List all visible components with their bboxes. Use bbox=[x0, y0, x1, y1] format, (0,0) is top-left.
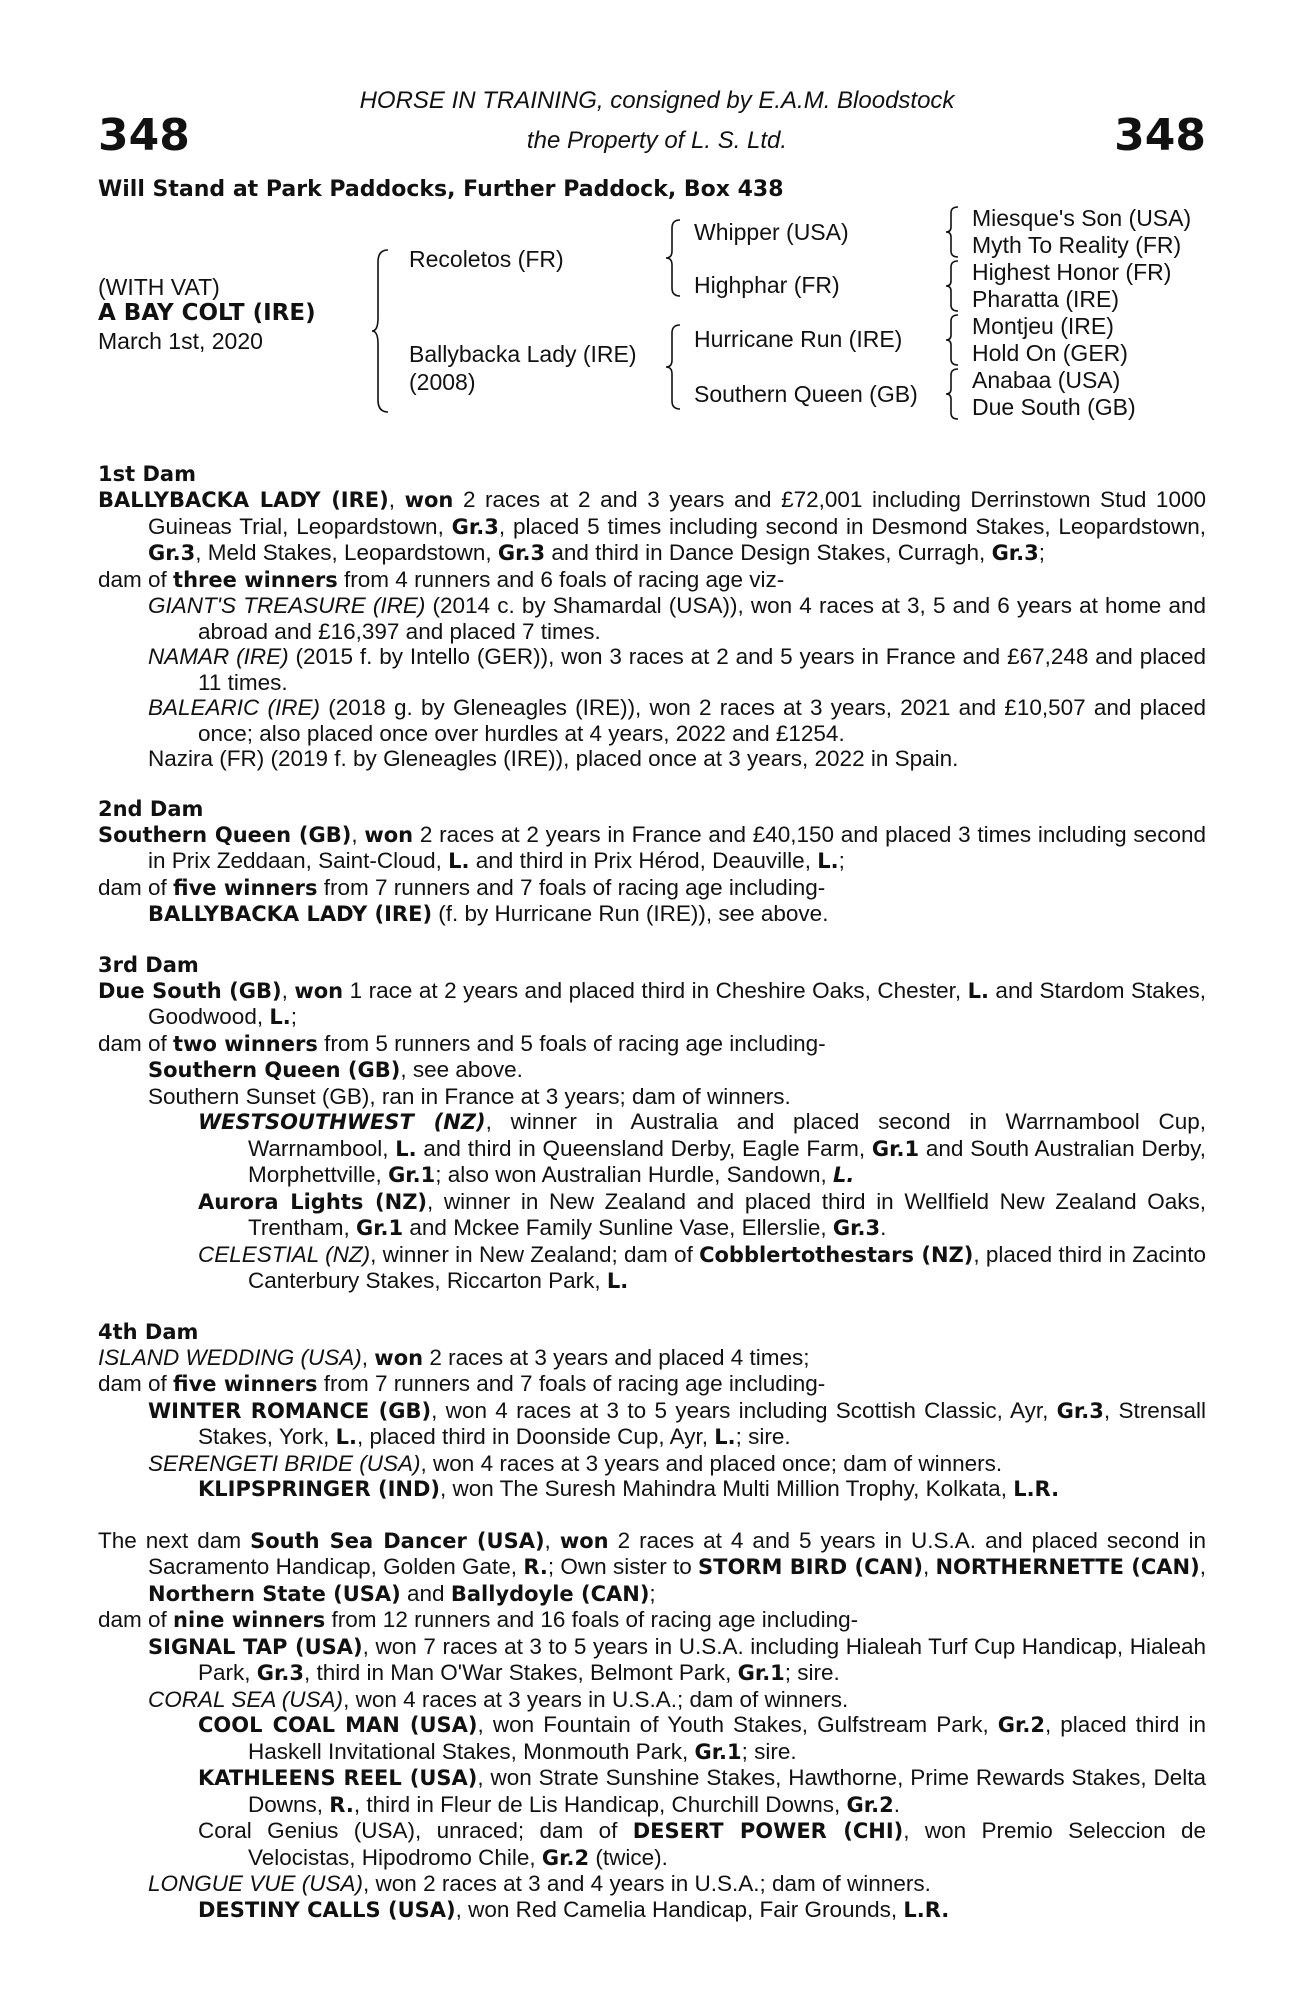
produce-name: BALLYBACKA LADY (IRE) bbox=[148, 902, 433, 926]
ggp-brace-1 bbox=[944, 205, 964, 259]
produce-name: SERENGETI BRIDE (USA) bbox=[148, 1450, 421, 1476]
produce-name: CELESTIAL (NZ) bbox=[198, 1241, 371, 1267]
winners-count: two winners bbox=[173, 1031, 318, 1056]
dam-record: Southern Queen (GB), won 2 races at 2 years in France and £40,150 and placed 3 times including second in Prix Zeddaan, Saint-Cloud, L. and third in Prix Hérod, Deauville, L.; bbox=[98, 821, 1206, 873]
ggp-5: Montjeu (IRE) bbox=[972, 313, 1114, 339]
grade-label: Gr.3 bbox=[991, 541, 1039, 565]
produce-name: WINTER ROMANCE (GB) bbox=[148, 1398, 432, 1423]
produce-name: NAMAR (IRE) bbox=[148, 644, 289, 669]
section-heading: 4th Dam bbox=[98, 1319, 199, 1344]
subject-brace bbox=[370, 248, 400, 414]
ggp-2: Myth To Reality (FR) bbox=[972, 232, 1182, 258]
sibling-name: Ballydoyle (CAN) bbox=[450, 1581, 650, 1606]
section-1st-dam bbox=[98, 462, 1206, 772]
produce-name: BALEARIC (IRE) bbox=[148, 695, 321, 720]
ggp-brace-4 bbox=[944, 367, 964, 421]
grade-label: L. bbox=[967, 978, 989, 1003]
grade-label: Gr.1 bbox=[355, 1216, 404, 1240]
ggp-1: Miesque's Son (USA) bbox=[972, 205, 1192, 231]
dam-name: ISLAND WEDDING (USA) bbox=[98, 1344, 362, 1370]
produce-entry: BALEARIC (IRE) (2018 g. by Gleneagles (IRE)), won 2 races at 3 years, 2021 and £10,507 and placed once; also placed once over hurdles at 4 years, 2022 and £1254. bbox=[148, 695, 1206, 746]
produce-entry: WINTER ROMANCE (GB), won 4 races at 3 to 5 years including Scottish Classic, Ayr, Gr.3, Strensall Stakes, York, L., placed third in Doonside Cup, Ayr, L.; sire. bbox=[148, 1397, 1206, 1449]
grade-label: L.R. bbox=[903, 1897, 950, 1922]
produce-name: Aurora Lights (NZ) bbox=[198, 1189, 428, 1214]
record-text: , placed 5 times including second in Desmond Stakes, Leopardstown, bbox=[498, 513, 1206, 539]
dam-name: BALLYBACKA LADY (IRE) bbox=[98, 488, 389, 512]
dam-brace bbox=[664, 323, 688, 411]
lot-number-right: 348 bbox=[1114, 110, 1206, 161]
produce-entry: NAMAR (IRE) (2015 f. by Intello (GER)), won 3 races at 2 and 5 years in France and £67,248 and placed 11 times. bbox=[148, 644, 1206, 695]
catalogue-body bbox=[98, 462, 1206, 1923]
grade-label: Gr.3 bbox=[497, 541, 546, 565]
ggp-4: Pharatta (IRE) bbox=[972, 286, 1119, 312]
section-2nd-dam bbox=[98, 797, 1206, 928]
produce-name: WESTSOUTHWEST (NZ) bbox=[198, 1110, 486, 1134]
subject-foaled: March 1st, 2020 bbox=[98, 328, 263, 354]
record-text: , Meld Stakes, Leopardstown, bbox=[195, 540, 498, 565]
dam-year: (2008) bbox=[409, 369, 476, 395]
section-next-dam bbox=[98, 1528, 1206, 1924]
dam-dam: Southern Queen (GB) bbox=[694, 381, 918, 407]
grade-label: Gr.1 bbox=[737, 1661, 785, 1685]
produce-name: Cobblertothestars (NZ) bbox=[699, 1242, 974, 1267]
produce-entry: Nazira (FR) (2019 f. by Gleneagles (IRE)), placed once at 3 years, 2022 in Spain. bbox=[148, 746, 959, 771]
won-label: won bbox=[364, 822, 414, 847]
ggp-8: Due South (GB) bbox=[972, 394, 1136, 420]
grade-label: L. bbox=[714, 1425, 736, 1449]
section-heading: 3rd Dam bbox=[98, 952, 199, 977]
grade-label: R. bbox=[523, 1555, 548, 1579]
produce-name: SIGNAL TAP (USA) bbox=[148, 1634, 363, 1659]
produce-entry: CORAL SEA (USA), won 4 races at 3 years in U.S.A.; dam of winners. bbox=[148, 1686, 849, 1712]
winners-count: five winners bbox=[173, 875, 318, 900]
grade-label: L. bbox=[817, 849, 839, 873]
winners-count: five winners bbox=[173, 1372, 318, 1396]
grade-label: L.R. bbox=[1013, 1477, 1060, 1501]
produce-name: COOL COAL MAN (USA) bbox=[198, 1713, 478, 1737]
grade-label: L. bbox=[448, 849, 470, 873]
grade-label: Gr.3 bbox=[451, 514, 499, 539]
sire-brace bbox=[664, 218, 688, 298]
dam: Ballybacka Lady (IRE) bbox=[409, 341, 637, 367]
produce-entry: BALLYBACKA LADY (IRE) (f. by Hurricane Run (IRE)), see above. bbox=[148, 901, 829, 926]
dam-of-line: dam of five winners from 7 runners and 7 foals of racing age including- bbox=[98, 874, 826, 900]
dam-record: Due South (GB), won 1 race at 2 years and placed third in Cheshire Oaks, Chester, L. and Stardom Stakes, Goodwood, L.; bbox=[98, 977, 1206, 1029]
winners-count: three winners bbox=[173, 567, 338, 592]
produce-entry: SIGNAL TAP (USA), won 7 races at 3 to 5 years in U.S.A. including Hialeah Turf Cup Handicap, Hialeah Park, Gr.3, third in Man O'War Stakes, Belmont Park, Gr.1; sire. bbox=[148, 1633, 1207, 1685]
dam-of-line: dam of three winners from 4 runners and 6 foals of racing age viz- bbox=[98, 566, 785, 592]
grade-label: Gr.2 bbox=[541, 1845, 590, 1870]
produce-entry: LONGUE VUE (USA), won 2 races at 3 and 4 years in U.S.A.; dam of winners. bbox=[148, 1871, 931, 1896]
grand-produce-entry: WESTSOUTHWEST (NZ), winner in Australia and placed second in Warrnambool Cup, Warrnambool, L. and third in Queensland Derby, Eagle Farm, Gr.1 and South Australian Derby, Morphettville, Gr.1; also won Australian Hurdle, Sandown, L. bbox=[198, 1109, 1207, 1187]
grand-produce-entry: COOL COAL MAN (USA), won Fountain of Youth Stakes, Gulfstream Park, Gr.2, placed third in Haskell Invitational Stakes, Monmouth Park, Gr.1; sire. bbox=[198, 1712, 1206, 1764]
produce-name: LONGUE VUE (USA) bbox=[148, 1871, 364, 1896]
dam-name: Southern Queen (GB) bbox=[98, 822, 352, 847]
consignor-line: HORSE IN TRAINING, consigned by E.A.M. Bloodstock bbox=[359, 87, 955, 114]
winners-count: nine winners bbox=[173, 1608, 326, 1632]
property-line: the Property of L. S. Ltd. bbox=[526, 127, 788, 154]
won-label: won bbox=[374, 1345, 424, 1370]
produce-name: Southern Queen (GB) bbox=[148, 1058, 401, 1082]
grade-label: Gr.3 bbox=[832, 1216, 881, 1240]
produce-name: DESERT POWER (CHI) bbox=[632, 1819, 904, 1843]
grade-label: L. bbox=[606, 1269, 629, 1293]
section-3rd-dam bbox=[98, 953, 1206, 1295]
ggp-3: Highest Honor (FR) bbox=[972, 259, 1172, 285]
grade-label: Gr.1 bbox=[694, 1739, 742, 1764]
produce-entry: GIANT'S TREASURE (IRE) (2014 c. by Shamardal (USA)), won 4 races at 3, 5 and 6 years at home and abroad and £16,397 and placed 7 times. bbox=[148, 593, 1206, 644]
dam-record: BALLYBACKA LADY (IRE), won 2 races at 2 and 3 years and £72,001 including Derrinstown Stud 1000 Guineas Trial, Leopardstown, Gr.3, placed 5 times including second in Desmond Stakes, Leopardstown, Gr.3, Meld Stakes, Leopardstown, Gr.3 and third in Dance Design Stakes, Curragh, Gr.3; bbox=[98, 487, 1206, 565]
section-4th-dam bbox=[98, 1320, 1206, 1503]
produce-entry: Southern Queen (GB), see above. bbox=[148, 1057, 523, 1082]
dam-of-line: dam of five winners from 7 runners and 7 foals of racing age including- bbox=[98, 1371, 826, 1396]
record-text: 2 races at 2 and 3 years and £72,001 including Derrinstown Stud 1000 Guineas Trial, Leopardstown, bbox=[148, 487, 1206, 539]
section-heading: 1st Dam bbox=[98, 462, 196, 486]
sibling-name: STORM BIRD (CAN) bbox=[698, 1555, 923, 1579]
grand-produce-entry: Aurora Lights (NZ), winner in New Zealand and placed third in Wellfield New Zealand Oaks, Trentham, Gr.1 and Mckee Family Sunline Vase, Ellerslie, Gr.3. bbox=[198, 1188, 1206, 1240]
sire-dam: Highphar (FR) bbox=[694, 272, 840, 298]
produce-name: DESTINY CALLS (USA) bbox=[198, 1897, 456, 1922]
ggp-6: Hold On (GER) bbox=[972, 340, 1128, 366]
grand-produce-entry: CELESTIAL (NZ), winner in New Zealand; dam of Cobblertothestars (NZ), placed third in Zacinto Canterbury Stakes, Riccarton Park, L. bbox=[198, 1241, 1206, 1293]
grand-produce-entry: KLIPSPRINGER (IND), won The Suresh Mahindra Multi Million Trophy, Kolkata, L.R. bbox=[198, 1476, 1060, 1501]
produce-name: GIANT'S TREASURE (IRE) bbox=[148, 593, 426, 618]
sibling-name: NORTHERNETTE (CAN) bbox=[935, 1555, 1200, 1579]
grade-label: Gr.2 bbox=[846, 1792, 894, 1817]
dam-of-line: dam of two winners from 5 runners and 5 foals of racing age including- bbox=[98, 1030, 826, 1056]
grand-produce-entry: KATHLEENS REEL (USA), won Strate Sunshine Stakes, Hawthorne, Prime Rewards Stakes, Delta Downs, R., third in Fleur de Lis Handicap, Churchill Downs, Gr.2. bbox=[198, 1765, 1206, 1817]
ggp-7: Anabaa (USA) bbox=[972, 367, 1121, 393]
stand-line: Will Stand at Park Paddocks, Further Paddock, Box 438 bbox=[98, 177, 784, 202]
sibling-name: Northern State (USA) bbox=[148, 1581, 401, 1606]
ggp-brace-3 bbox=[944, 313, 964, 367]
produce-entry: SERENGETI BRIDE (USA), won 4 races at 3 years and placed once; dam of winners. bbox=[148, 1450, 1003, 1476]
lot-number-left: 348 bbox=[98, 110, 190, 161]
grade-label: Gr.3 bbox=[148, 541, 196, 565]
ggp-brace-2 bbox=[944, 259, 964, 313]
vat-note: (WITH VAT) bbox=[98, 274, 220, 300]
subject-name: A BAY COLT (IRE) bbox=[98, 300, 316, 326]
dam-name: South Sea Dancer (USA) bbox=[250, 1528, 545, 1553]
grade-label: L. bbox=[833, 1163, 855, 1187]
dam-sire: Hurricane Run (IRE) bbox=[694, 326, 903, 352]
grade-label: Gr.2 bbox=[997, 1713, 1045, 1737]
dam-of-line: dam of nine winners from 12 runners and 16 foals of racing age including- bbox=[98, 1607, 859, 1632]
won-label: won bbox=[404, 488, 454, 512]
dam-name: Due South (GB) bbox=[98, 978, 282, 1003]
dam-record: The next dam South Sea Dancer (USA), won 2 races at 4 and 5 years in U.S.A. and placed second in Sacramento Handicap, Golden Gate, R.; Own sister to STORM BIRD (CAN), NORTHERNETTE (CAN), Northern State (USA) and Ballydoyle (CAN); bbox=[98, 1527, 1206, 1606]
produce-entry: Southern Sunset (GB), ran in France at 3 years; dam of winners. bbox=[148, 1083, 791, 1109]
grade-label: L. bbox=[395, 1136, 417, 1161]
record-text: ; bbox=[1038, 540, 1046, 565]
sire: Recoletos (FR) bbox=[409, 246, 564, 272]
sire-sire: Whipper (USA) bbox=[694, 219, 849, 245]
section-heading: 2nd Dam bbox=[98, 796, 204, 821]
grade-label: Gr.1 bbox=[388, 1163, 436, 1187]
won-label: won bbox=[559, 1528, 609, 1553]
grand-produce-entry: DESTINY CALLS (USA), won Red Camelia Handicap, Fair Grounds, L.R. bbox=[198, 1896, 950, 1922]
grand-produce-entry: Coral Genius (USA), unraced; dam of DESERT POWER (CHI), won Premio Seleccion de Velocistas, Hipodromo Chile, Gr.2 (twice). bbox=[198, 1818, 1207, 1870]
grade-label: Gr.3 bbox=[256, 1661, 304, 1685]
grade-label: Gr.3 bbox=[1056, 1398, 1104, 1423]
produce-name: KLIPSPRINGER (IND) bbox=[198, 1477, 441, 1501]
record-text: and third in Dance Design Stakes, Curragh, bbox=[545, 540, 992, 565]
dam-record: ISLAND WEDDING (USA), won 2 races at 3 years and placed 4 times; bbox=[98, 1344, 810, 1370]
produce-name: KATHLEENS REEL (USA) bbox=[198, 1766, 478, 1790]
produce-name: CORAL SEA (USA) bbox=[148, 1686, 344, 1712]
grade-label: Gr.1 bbox=[871, 1136, 920, 1161]
won-label: won bbox=[294, 978, 344, 1003]
grade-label: L. bbox=[269, 1005, 291, 1029]
grade-label: R. bbox=[329, 1792, 354, 1817]
grade-label: L. bbox=[335, 1425, 357, 1449]
